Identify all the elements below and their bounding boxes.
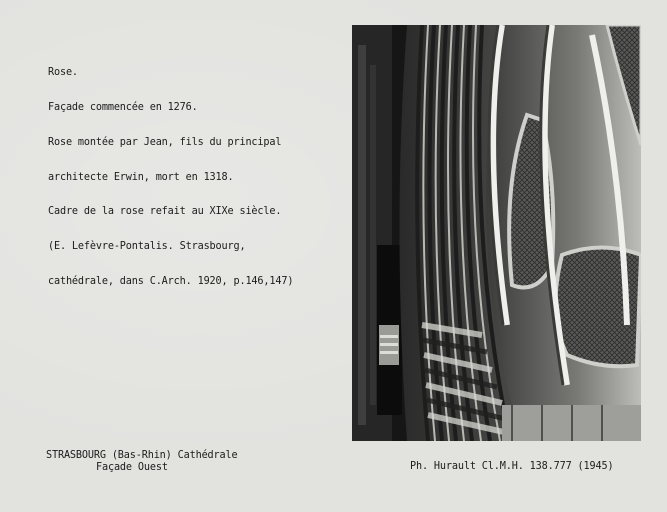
photo-credit: Ph. Hurault Cl.M.H. 138.777 (1945) bbox=[410, 461, 614, 472]
caption-line-subject: Rose. bbox=[48, 67, 78, 79]
location-subtitle: Façade Ouest bbox=[96, 461, 168, 473]
cathedral-rose-photograph bbox=[352, 25, 641, 441]
caption-line-restoration: Cadre de la rose refait au XIXe siècle. bbox=[48, 206, 282, 218]
caption-line-reference: (E. Lefèvre-Pontalis. Strasbourg, bbox=[48, 241, 246, 253]
caption-line-builder: Rose montée par Jean, fils du principal bbox=[48, 136, 282, 148]
caption-line-architect: architecte Erwin, mort en 1318. bbox=[48, 171, 234, 183]
location-label bbox=[46, 450, 237, 473]
caption-line-date: Façade commencée en 1276. bbox=[48, 101, 198, 113]
photo-caption bbox=[48, 44, 348, 311]
caption-line-source: cathédrale, dans C.Arch. 1920, p.146,147) bbox=[48, 275, 294, 287]
location-title: STRASBOURG (Bas-Rhin) Cathédrale bbox=[46, 450, 238, 461]
